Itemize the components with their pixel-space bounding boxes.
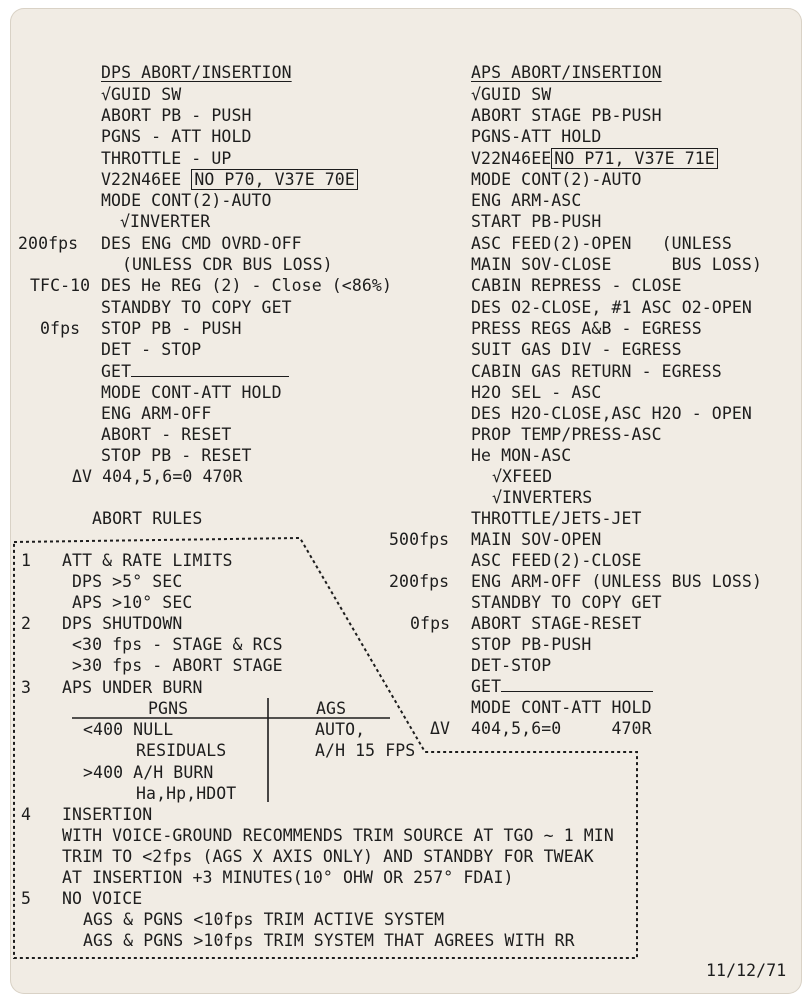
dps-line: ABORT - RESET xyxy=(101,425,232,444)
aps-line: PRESS REGS A&B - EGRESS xyxy=(471,319,702,338)
dps-dv-line: ΔV 404,5,6=0 470R xyxy=(72,467,243,486)
aps-dv-line: 404,5,6=0 470R xyxy=(471,719,652,738)
rule-heading: DPS SHUTDOWN xyxy=(62,614,183,633)
aps-get-label: GET xyxy=(471,677,502,696)
dps-margin-tfc: TFC-10 xyxy=(30,276,91,295)
table-cell: A/H 15 FPS xyxy=(315,741,416,760)
rule-heading: ATT & RATE LIMITS xyxy=(62,551,233,570)
table-cell: RESIDUALS xyxy=(136,741,227,760)
aps-title: APS ABORT/INSERTION xyxy=(471,63,662,82)
dps-line: STANDBY TO COPY GET xyxy=(101,298,292,317)
aps-margin-dv: ΔV xyxy=(430,719,451,738)
table-cell: Ha,Hp,HDOT xyxy=(136,784,237,803)
dps-line: √GUID SW xyxy=(101,85,182,104)
abort-rules-title: ABORT RULES xyxy=(92,509,203,528)
aps-line: H2O SEL - ASC xyxy=(471,383,602,402)
aps-line: START PB-PUSH xyxy=(471,212,602,231)
rule-text: AT INSERTION +3 MINUTES(10° OHW OR 257° FDAI) xyxy=(62,868,514,887)
table-header-ags: AGS xyxy=(316,699,347,718)
rule-heading: APS UNDER BURN xyxy=(62,678,203,697)
rule-text: AGS & PGNS >10fps TRIM SYSTEM THAT AGREES WITH RR xyxy=(83,931,575,950)
dps-line: DES He REG (2) - Close (<86%) xyxy=(101,276,392,295)
aps-line: √GUID SW xyxy=(471,85,552,104)
rule-text: >30 fps - ABORT STAGE xyxy=(72,656,283,675)
rule-heading: INSERTION xyxy=(62,805,153,824)
rule-number: 3 xyxy=(21,678,32,697)
aps-line: CABIN GAS RETURN - EGRESS xyxy=(471,362,722,381)
dps-line: STOP PB - RESET xyxy=(101,446,252,465)
aps-line: STOP PB-PUSH xyxy=(471,635,592,654)
rule-number: 4 xyxy=(21,805,32,824)
rule-text: WITH VOICE-GROUND RECOMMENDS TRIM SOURCE AT TGO ~ 1 MIN xyxy=(62,826,614,845)
dps-line: √INVERTER xyxy=(120,212,211,231)
aps-line: ASC FEED(2)-CLOSE xyxy=(471,551,642,570)
aps-line: ABORT STAGE-RESET xyxy=(471,614,642,633)
aps-line: MAIN SOV-OPEN xyxy=(471,530,602,549)
aps-v22-boxed: NO P71, V37E 71E xyxy=(551,148,718,169)
aps-line: √XFEED xyxy=(492,467,553,486)
dps-line: THROTTLE - UP xyxy=(101,149,232,168)
rule-number: 1 xyxy=(21,551,32,570)
aps-line: ENG ARM-OFF (UNLESS BUS LOSS) xyxy=(471,572,762,591)
aps-margin-500fps: 500fps xyxy=(389,530,450,549)
aps-line: CABIN REPRESS - CLOSE xyxy=(471,276,682,295)
aps-v22-prefix: V22N46EE xyxy=(471,149,552,168)
table-cell: >400 A/H BURN xyxy=(83,763,214,782)
aps-line: SUIT GAS DIV - EGRESS xyxy=(471,340,682,359)
rule-number: 2 xyxy=(21,614,32,633)
table-header-pgns: PGNS xyxy=(148,699,189,718)
dps-line: STOP PB - PUSH xyxy=(101,319,242,338)
dps-line: ABORT PB - PUSH xyxy=(101,106,252,125)
dps-v22-prefix: V22N46EE xyxy=(101,170,182,189)
dps-margin-200fps: 200fps xyxy=(18,234,79,253)
dps-get-label: GET xyxy=(101,362,132,381)
dps-line: MODE CONT-ATT HOLD xyxy=(101,383,282,402)
rule-text: <30 fps - STAGE & RCS xyxy=(72,635,283,654)
aps-line: PROP TEMP/PRESS-ASC xyxy=(471,425,662,444)
aps-line: PGNS-ATT HOLD xyxy=(471,127,602,146)
aps-line: ABORT STAGE PB-PUSH xyxy=(471,106,662,125)
document-date: 11/12/71 xyxy=(706,961,787,980)
rule-number: 5 xyxy=(21,889,32,908)
aps-margin-0fps: 0fps xyxy=(410,614,451,633)
dps-line: DET - STOP xyxy=(101,340,202,359)
table-cell: <400 NULL xyxy=(83,720,174,739)
aps-line: DES O2-CLOSE, #1 ASC O2-OPEN xyxy=(471,298,752,317)
aps-line: ASC FEED(2)-OPEN (UNLESS xyxy=(471,234,732,253)
aps-line: STANDBY TO COPY GET xyxy=(471,593,662,612)
aps-line: √INVERTERS xyxy=(492,488,593,507)
rule-heading: NO VOICE xyxy=(62,889,143,908)
aps-line: MODE CONT(2)-AUTO xyxy=(471,170,642,189)
aps-line: He MON-ASC xyxy=(471,446,572,465)
aps-line: ENG ARM-ASC xyxy=(471,191,582,210)
rule-text: APS >10° SEC xyxy=(72,593,193,612)
rule-text: TRIM TO <2fps (AGS X AXIS ONLY) AND STANDBY FOR TWEAK xyxy=(62,847,594,866)
dps-line: ENG ARM-OFF xyxy=(101,404,212,423)
table-cell: AUTO, xyxy=(315,720,366,739)
dps-v22-boxed: NO P70, V37E 70E xyxy=(191,169,358,190)
aps-line: DET-STOP xyxy=(471,656,552,675)
aps-line: THROTTLE/JETS-JET xyxy=(471,509,642,528)
aps-line: MODE CONT-ATT HOLD xyxy=(471,698,652,717)
aps-line: DES H2O-CLOSE,ASC H2O - OPEN xyxy=(471,404,752,423)
dps-line: DES ENG CMD OVRD-OFF xyxy=(101,234,302,253)
aps-margin-200fps: 200fps xyxy=(389,572,450,591)
rule-text: AGS & PGNS <10fps TRIM ACTIVE SYSTEM xyxy=(83,910,445,929)
dps-title: DPS ABORT/INSERTION xyxy=(101,63,292,82)
dps-line: MODE CONT(2)-AUTO xyxy=(101,191,272,210)
dps-line: (UNLESS CDR BUS LOSS) xyxy=(122,255,333,274)
rule-text: DPS >5° SEC xyxy=(72,572,183,591)
aps-line: MAIN SOV-CLOSE BUS LOSS) xyxy=(471,255,762,274)
dps-margin-0fps: 0fps xyxy=(40,319,81,338)
dps-line: PGNS - ATT HOLD xyxy=(101,127,252,146)
